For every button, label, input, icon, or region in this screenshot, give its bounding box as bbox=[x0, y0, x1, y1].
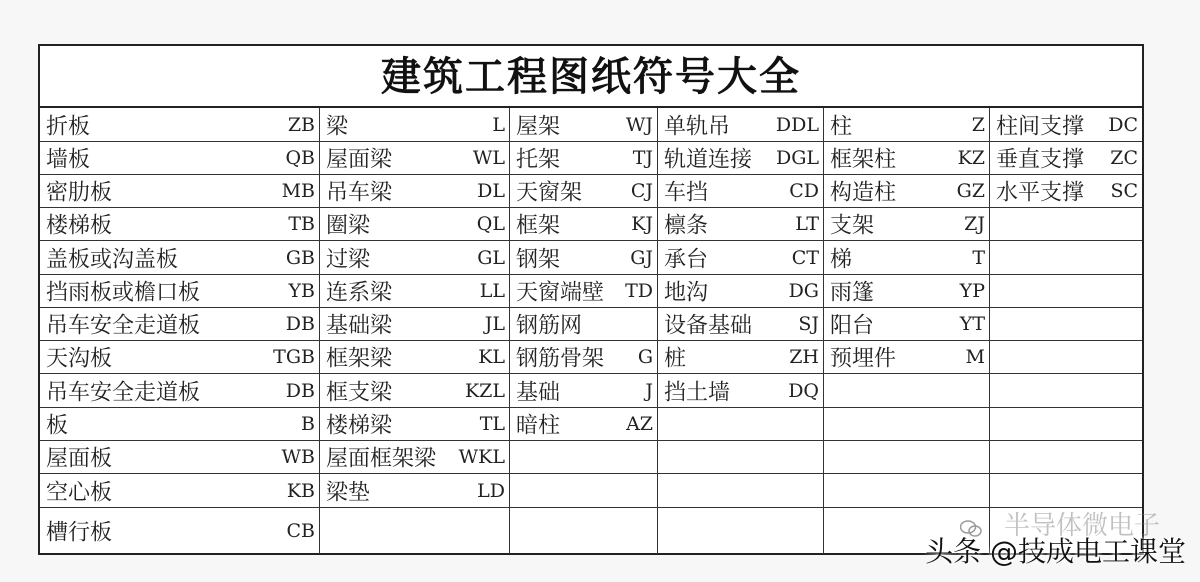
symbol-code: WKL bbox=[458, 446, 505, 468]
symbol-name: 水平支撑 bbox=[996, 180, 1085, 206]
symbol-name: 挡雨板或檐口板 bbox=[46, 280, 201, 306]
table-cell bbox=[824, 275, 990, 308]
symbol-code: DG bbox=[788, 280, 819, 302]
symbol-name: 板 bbox=[46, 413, 69, 439]
symbol-name: 基础 bbox=[516, 380, 561, 405]
symbol-code: KJ bbox=[631, 213, 653, 235]
symbol-name: 托架 bbox=[516, 147, 561, 173]
symbol-name: 屋面框架梁 bbox=[326, 446, 437, 472]
table-cell bbox=[510, 341, 658, 374]
symbol-code: DDL bbox=[775, 113, 819, 136]
symbol-code: LD bbox=[477, 479, 505, 502]
table-cell bbox=[990, 175, 1142, 208]
symbol-name: 梯 bbox=[830, 247, 853, 272]
table-cell bbox=[990, 208, 1142, 241]
symbol-name: 阳台 bbox=[830, 313, 875, 339]
symbol-code: GB bbox=[285, 246, 315, 269]
symbol-code: DL bbox=[477, 180, 505, 202]
symbol-name: 框架梁 bbox=[326, 346, 393, 372]
symbol-name: 天窗端壁 bbox=[516, 280, 605, 306]
symbol-name: 楼梯梁 bbox=[326, 413, 393, 439]
symbol-name: 暗柱 bbox=[516, 413, 561, 439]
symbol-code: AZ bbox=[626, 413, 653, 435]
symbol-code: QB bbox=[285, 147, 315, 169]
table-cell bbox=[824, 142, 990, 175]
table-cell bbox=[510, 241, 658, 275]
table-cell bbox=[320, 308, 510, 341]
table-cell bbox=[510, 208, 658, 241]
symbol-code: G bbox=[637, 346, 653, 368]
symbol-name: 屋面板 bbox=[46, 446, 113, 472]
symbol-code: DB bbox=[285, 313, 315, 335]
symbol-name: 预埋件 bbox=[830, 346, 897, 372]
table-cell bbox=[40, 241, 320, 275]
table-cell bbox=[990, 341, 1142, 374]
symbol-name: 过梁 bbox=[326, 247, 371, 272]
table-cell bbox=[658, 142, 824, 175]
symbol-code: KB bbox=[286, 479, 315, 502]
symbol-name: 承台 bbox=[664, 247, 709, 272]
table-cell bbox=[320, 108, 510, 142]
table-cell bbox=[990, 308, 1142, 341]
table-cell bbox=[658, 308, 824, 341]
symbol-name: 垂直支撑 bbox=[996, 147, 1085, 173]
table-cell bbox=[658, 441, 824, 474]
symbol-code: YT bbox=[959, 313, 985, 335]
symbol-name: 单轨吊 bbox=[664, 114, 731, 139]
symbol-code: J bbox=[645, 379, 653, 402]
table-cell bbox=[824, 441, 990, 474]
symbol-code: T bbox=[972, 246, 985, 269]
symbol-code: TB bbox=[288, 213, 315, 235]
symbol-code: CT bbox=[791, 246, 819, 269]
symbol-code: YB bbox=[288, 280, 315, 302]
table-cell bbox=[320, 474, 510, 508]
symbol-name: 车挡 bbox=[664, 180, 709, 206]
symbol-name: 柱间支撑 bbox=[996, 114, 1085, 139]
table-cell bbox=[510, 275, 658, 308]
symbol-name: 框支梁 bbox=[326, 380, 393, 405]
symbol-code: LT bbox=[795, 213, 819, 235]
symbol-code: JL bbox=[484, 313, 505, 335]
table-cell bbox=[40, 275, 320, 308]
symbol-code: B bbox=[301, 413, 315, 435]
table-cell bbox=[510, 308, 658, 341]
symbol-name: 天沟板 bbox=[46, 346, 113, 372]
symbol-name: 楼梯板 bbox=[46, 213, 113, 239]
table-cell bbox=[824, 374, 990, 408]
symbol-name: 吊车安全走道板 bbox=[46, 313, 201, 339]
table-cell bbox=[40, 308, 320, 341]
symbol-code: WJ bbox=[625, 113, 653, 136]
symbol-code: ZJ bbox=[964, 213, 985, 235]
table-cell bbox=[320, 374, 510, 408]
table-cell bbox=[990, 275, 1142, 308]
table-cell bbox=[658, 408, 824, 441]
table-cell bbox=[990, 108, 1142, 142]
table-cell bbox=[510, 508, 658, 554]
symbol-name: 构造柱 bbox=[830, 180, 897, 206]
symbol-name: 钢架 bbox=[516, 247, 561, 272]
table-cell bbox=[320, 408, 510, 441]
symbol-name: 槽行板 bbox=[46, 520, 113, 546]
symbol-code: QL bbox=[476, 213, 505, 235]
symbol-name: 空心板 bbox=[46, 480, 113, 505]
symbol-name: 圈梁 bbox=[326, 213, 371, 239]
symbol-name: 支架 bbox=[830, 213, 875, 239]
table-cell bbox=[658, 341, 824, 374]
table-cell bbox=[320, 508, 510, 554]
table-cell bbox=[320, 241, 510, 275]
table-cell bbox=[658, 474, 824, 508]
table-cell bbox=[40, 441, 320, 474]
table-cell bbox=[658, 208, 824, 241]
symbol-name: 雨篷 bbox=[830, 280, 875, 306]
symbol-name: 地沟 bbox=[664, 280, 709, 306]
table-cell bbox=[990, 474, 1142, 508]
table-cell bbox=[40, 175, 320, 208]
symbol-name: 框架 bbox=[516, 213, 561, 239]
symbol-code: GZ bbox=[956, 180, 985, 202]
symbol-code: SJ bbox=[798, 313, 819, 335]
symbol-code: ZB bbox=[287, 113, 315, 136]
symbol-code: WB bbox=[281, 446, 315, 468]
table-cell bbox=[658, 275, 824, 308]
table-cell bbox=[510, 175, 658, 208]
table-cell bbox=[320, 142, 510, 175]
table-cell bbox=[658, 108, 824, 142]
table-cell bbox=[40, 408, 320, 441]
symbol-code: DQ bbox=[788, 379, 819, 402]
table-cell bbox=[510, 441, 658, 474]
table-cell bbox=[40, 341, 320, 374]
symbol-code: KZL bbox=[464, 379, 505, 402]
table-cell bbox=[990, 408, 1142, 441]
symbol-code: DC bbox=[1108, 113, 1138, 136]
symbol-code: TD bbox=[625, 280, 653, 302]
table-cell bbox=[658, 241, 824, 275]
table-cell bbox=[320, 275, 510, 308]
symbol-name: 折板 bbox=[46, 114, 91, 139]
table-cell bbox=[320, 208, 510, 241]
symbol-name: 屋架 bbox=[516, 114, 561, 139]
symbol-name: 钢筋网 bbox=[516, 313, 583, 339]
symbol-name: 连系梁 bbox=[326, 280, 393, 306]
symbol-code: GJ bbox=[630, 246, 653, 269]
table-cell bbox=[320, 441, 510, 474]
symbol-name: 天窗架 bbox=[516, 180, 583, 206]
symbol-name: 框架柱 bbox=[830, 147, 897, 173]
table-cell bbox=[320, 341, 510, 374]
table-cell bbox=[510, 408, 658, 441]
table-cell bbox=[824, 474, 990, 508]
symbol-name: 基础梁 bbox=[326, 313, 393, 339]
symbol-code: LL bbox=[479, 280, 505, 302]
table-cell bbox=[824, 175, 990, 208]
symbol-code: ZC bbox=[1110, 147, 1138, 169]
symbol-name: 梁垫 bbox=[326, 480, 371, 505]
watermark-faint-text: 半导体微电子 bbox=[1003, 511, 1160, 541]
symbol-code: MB bbox=[281, 180, 315, 202]
symbol-code: GL bbox=[477, 246, 505, 269]
table-cell bbox=[658, 508, 824, 554]
table-cell bbox=[824, 341, 990, 374]
symbol-name: 钢筋骨架 bbox=[516, 346, 605, 372]
table-cell bbox=[824, 241, 990, 275]
symbol-code: TJ bbox=[632, 147, 653, 169]
symbol-name: 挡土墙 bbox=[664, 380, 731, 405]
symbol-name: 梁 bbox=[326, 114, 349, 139]
table-cell bbox=[824, 208, 990, 241]
symbol-name: 柱 bbox=[830, 114, 853, 139]
symbol-code: TL bbox=[479, 413, 505, 435]
symbol-name: 盖板或沟盖板 bbox=[46, 247, 179, 272]
table-cell bbox=[990, 241, 1142, 275]
symbol-name: 檩条 bbox=[664, 213, 709, 239]
table-cell bbox=[990, 142, 1142, 175]
symbol-code: L bbox=[492, 113, 505, 136]
table-cell bbox=[510, 474, 658, 508]
symbol-code: CB bbox=[286, 520, 315, 542]
table-cell bbox=[510, 374, 658, 408]
symbol-name: 密肋板 bbox=[46, 180, 113, 206]
symbol-code: WL bbox=[472, 147, 505, 169]
table-cell bbox=[40, 208, 320, 241]
symbol-code: DGL bbox=[775, 147, 819, 169]
table-cell bbox=[824, 308, 990, 341]
table-cell bbox=[824, 108, 990, 142]
symbol-code: M bbox=[965, 346, 985, 368]
table-cell bbox=[320, 175, 510, 208]
symbol-code: DB bbox=[285, 379, 315, 402]
symbol-table bbox=[38, 44, 1144, 555]
table-cell bbox=[40, 142, 320, 175]
symbol-name: 轨道连接 bbox=[664, 147, 753, 173]
symbol-name: 吊车安全走道板 bbox=[46, 380, 201, 405]
table-title: 建筑工程图纸符号大全 bbox=[40, 46, 1142, 108]
table-cell bbox=[40, 508, 320, 554]
table-cell bbox=[658, 374, 824, 408]
symbol-name: 吊车梁 bbox=[326, 180, 393, 206]
table-cell bbox=[510, 108, 658, 142]
symbol-name: 屋面梁 bbox=[326, 147, 393, 173]
symbol-code: Z bbox=[971, 113, 985, 136]
table-cell bbox=[824, 408, 990, 441]
symbol-code: CD bbox=[789, 180, 819, 202]
symbol-code: TGB bbox=[273, 346, 315, 368]
symbol-code: KZ bbox=[957, 147, 985, 169]
symbol-name: 设备基础 bbox=[664, 313, 753, 339]
symbol-name: 墙板 bbox=[46, 147, 91, 173]
symbol-code: YP bbox=[959, 280, 985, 302]
symbol-code: SC bbox=[1110, 180, 1138, 202]
symbol-code: CJ bbox=[630, 180, 653, 202]
symbol-code: ZH bbox=[789, 346, 819, 368]
watermark-text: 头条 @技成电工课堂 bbox=[925, 535, 1186, 568]
table-cell bbox=[510, 142, 658, 175]
symbol-name: 桩 bbox=[664, 346, 687, 372]
table-cell bbox=[40, 108, 320, 142]
symbol-code: KL bbox=[478, 346, 505, 368]
table-cell bbox=[990, 374, 1142, 408]
table-cell bbox=[40, 374, 320, 408]
table-cell bbox=[990, 441, 1142, 474]
table-cell bbox=[40, 474, 320, 508]
table-cell bbox=[658, 175, 824, 208]
